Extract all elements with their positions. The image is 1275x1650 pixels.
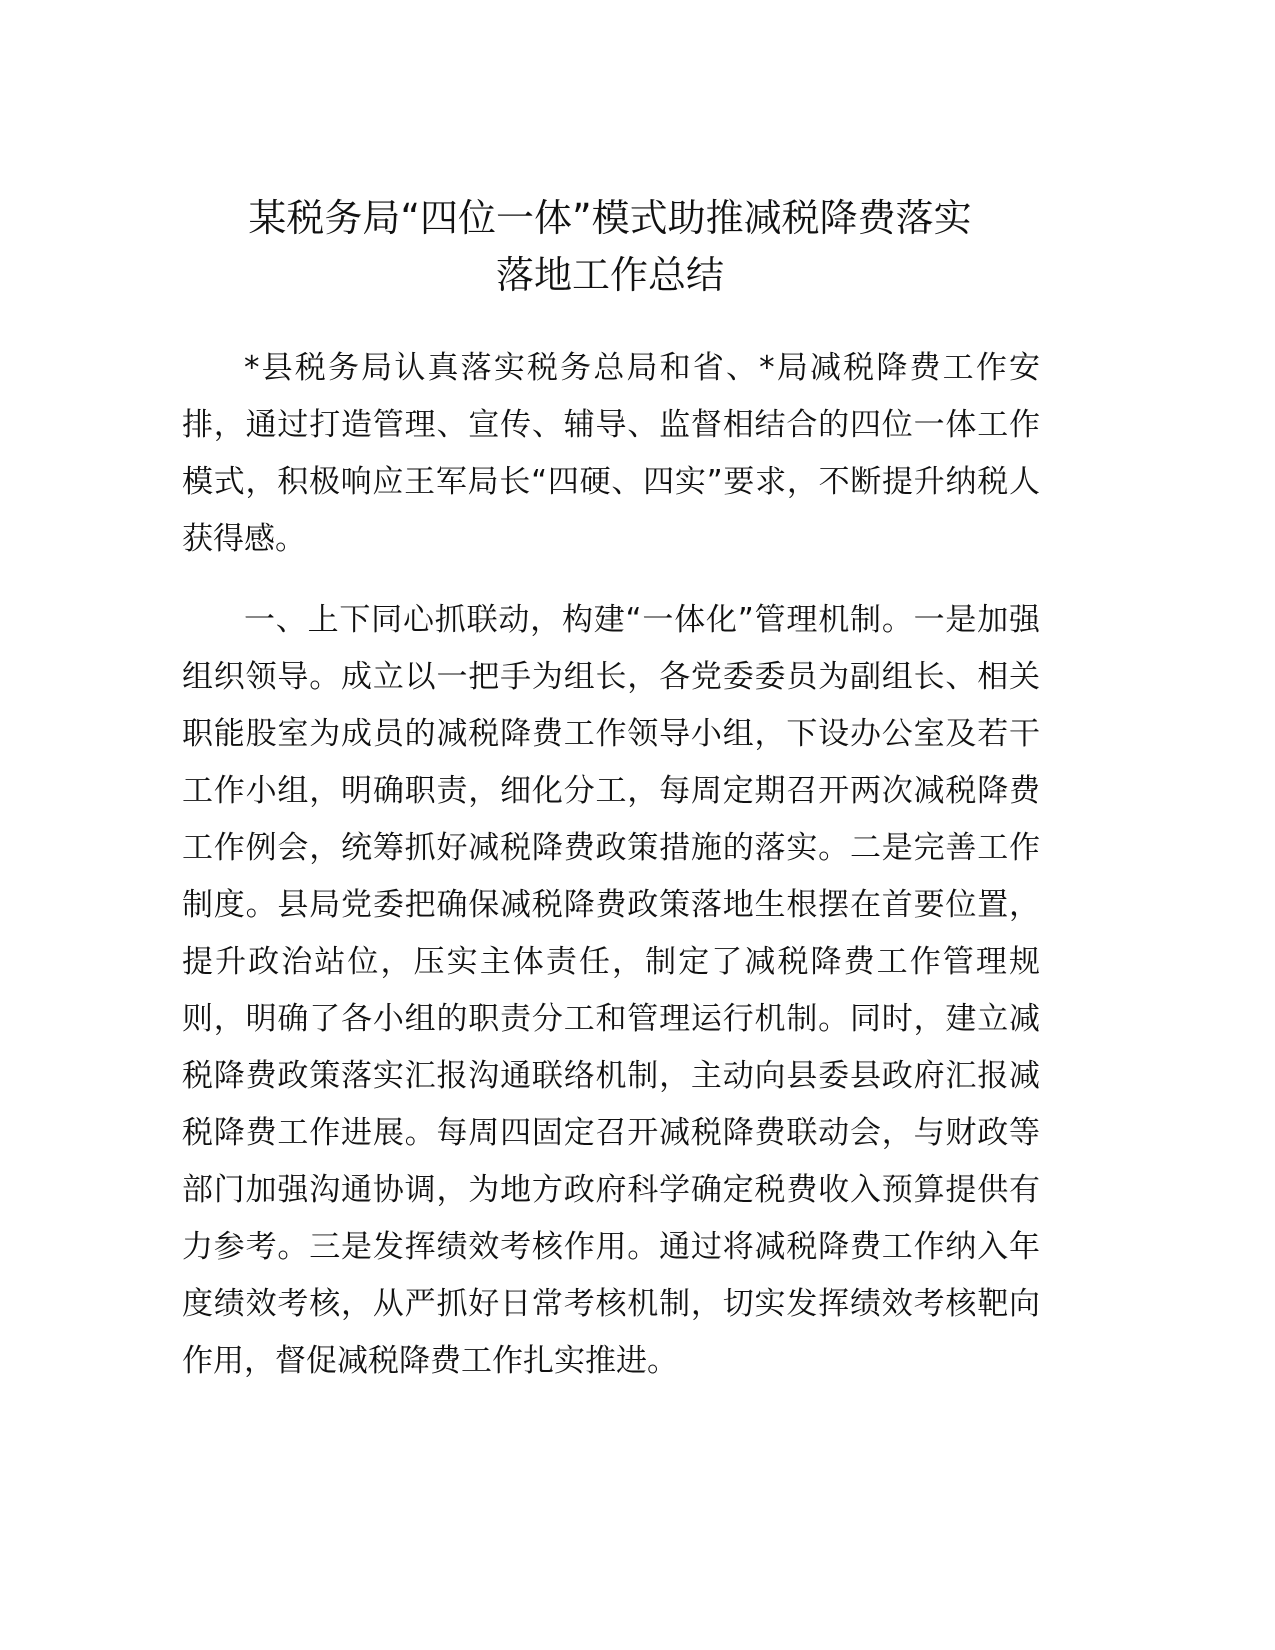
section-one-paragraph: 一、上下同心抓联动，构建“一体化”管理机制。一是加强组织领导。成立以一把手为组长，各党委委员为副组长、相关职能股室为成员的减税降费工作领导小组，下设办公室及若干工作小组，明确职责，细化分工，每周定期召开两次减税降费工作例会，统筹抓好减税降费政策措施的落实。二是完善工作制度。县局党委把确保减税降费政策落地生根摆在首要位置，提升政治站位，压实主体责任，制定了减税降费工作管理规则，明确了各小组的职责分工和管理运行机制。同时，建立减税降费政策落实汇报沟通联络机制，主动向县委县政府汇报减税降费工作进展。每周四固定召开减税降费联动会，与财政等部门加强沟通协调，为地方政府科学确定税费收入预算提供有力参考。三是发挥绩效考核作用。通过将减税降费工作纳入年度绩效考核，从严抓好日常考核机制，切实发挥绩效考核靶向作用，督促减税降费工作扎实推进。	[182, 602, 1040, 1379]
intro-paragraph: *县税务局认真落实税务总局和省、*局减税降费工作安排，通过打造管理、宣传、辅导、监督相结合的四位一体工作模式，积极响应王军局长“四硬、四实”要求，不断提升纳税人获得感。	[182, 350, 1040, 557]
title-line-1: 某税务局“四位一体”模式助推减税降费落实	[248, 196, 972, 240]
document-body	[182, 340, 1040, 1390]
document-title	[180, 190, 1040, 304]
title-line-2: 落地工作总结	[495, 253, 724, 297]
